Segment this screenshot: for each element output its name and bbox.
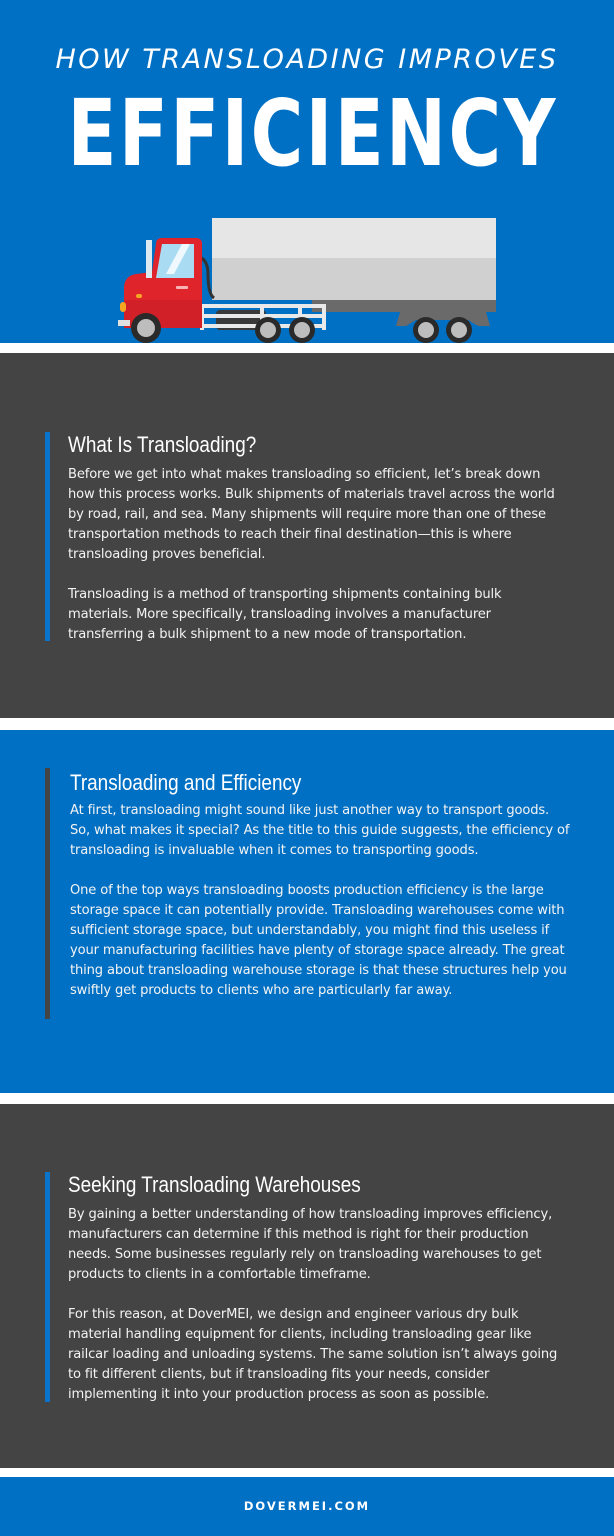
footer-website-link[interactable]: DOVERMEI.COM bbox=[243, 1499, 371, 1513]
divider bbox=[0, 718, 614, 730]
section-title: What Is Transloading? bbox=[68, 432, 257, 457]
paragraph: One of the top ways transloading boosts production efficiency is the large storage space it can potentially provide. Transloading warehouses come with sufficient storage space, but understandably, you might find this useless if your manufacturing facilities have plenty of storage space already. The great thing about transloading warehouse storage is that these structures help you swiftly get products to clients who are particularly far away. bbox=[70, 883, 567, 998]
section-body bbox=[68, 465, 568, 665]
section-body bbox=[68, 1205, 568, 1425]
accent-bar bbox=[45, 432, 50, 641]
semi-truck-icon bbox=[116, 214, 500, 346]
section-title: Transloading and Efficiency bbox=[70, 770, 302, 795]
accent-bar bbox=[45, 768, 50, 1019]
paragraph: At first, transloading might sound like just another way to transport goods. So, what makes it special? As the title to this guide suggests, the efficiency of transloading is invaluable when it comes to transporting goods. bbox=[70, 803, 570, 858]
paragraph: For this reason, at DoverMEI, we design and engineer various dry bulk material handling equipment for clients, including transloading gear like railcar loading and unloading systems. The same solution isn’t always going to fit different clients, but if transloading fits your needs, consider implementing it into your production process as soon as possible. bbox=[68, 1307, 558, 1402]
header-subtitle: HOW TRANSLOADING IMPROVES bbox=[55, 44, 559, 75]
section-body bbox=[70, 801, 570, 1021]
divider bbox=[0, 1093, 614, 1104]
divider bbox=[0, 1468, 614, 1477]
divider bbox=[0, 343, 614, 353]
section-title: Seeking Transloading Warehouses bbox=[68, 1172, 361, 1197]
accent-bar bbox=[45, 1172, 50, 1402]
paragraph: By gaining a better understanding of how transloading improves efficiency, manufacturers can determine if this method is right for their production needs. Some businesses regularly rely on transloading warehouses to get products to clients in a comfortable timeframe. bbox=[68, 1207, 553, 1282]
paragraph: Before we get into what makes transloading so efficient, let’s break down how this process works. Bulk shipments of materials travel across the world by road, rail, and sea. Many shipments will require more than one of these transportation methods to reach their final destination—this is where transloading proves beneficial. bbox=[68, 467, 555, 562]
header-title: EFFICIENCY bbox=[67, 80, 558, 187]
paragraph: Transloading is a method of transporting shipments containing bulk materials. More specifically, transloading involves a manufacturer transferring a bulk shipment to a new mode of transportation. bbox=[68, 587, 502, 642]
